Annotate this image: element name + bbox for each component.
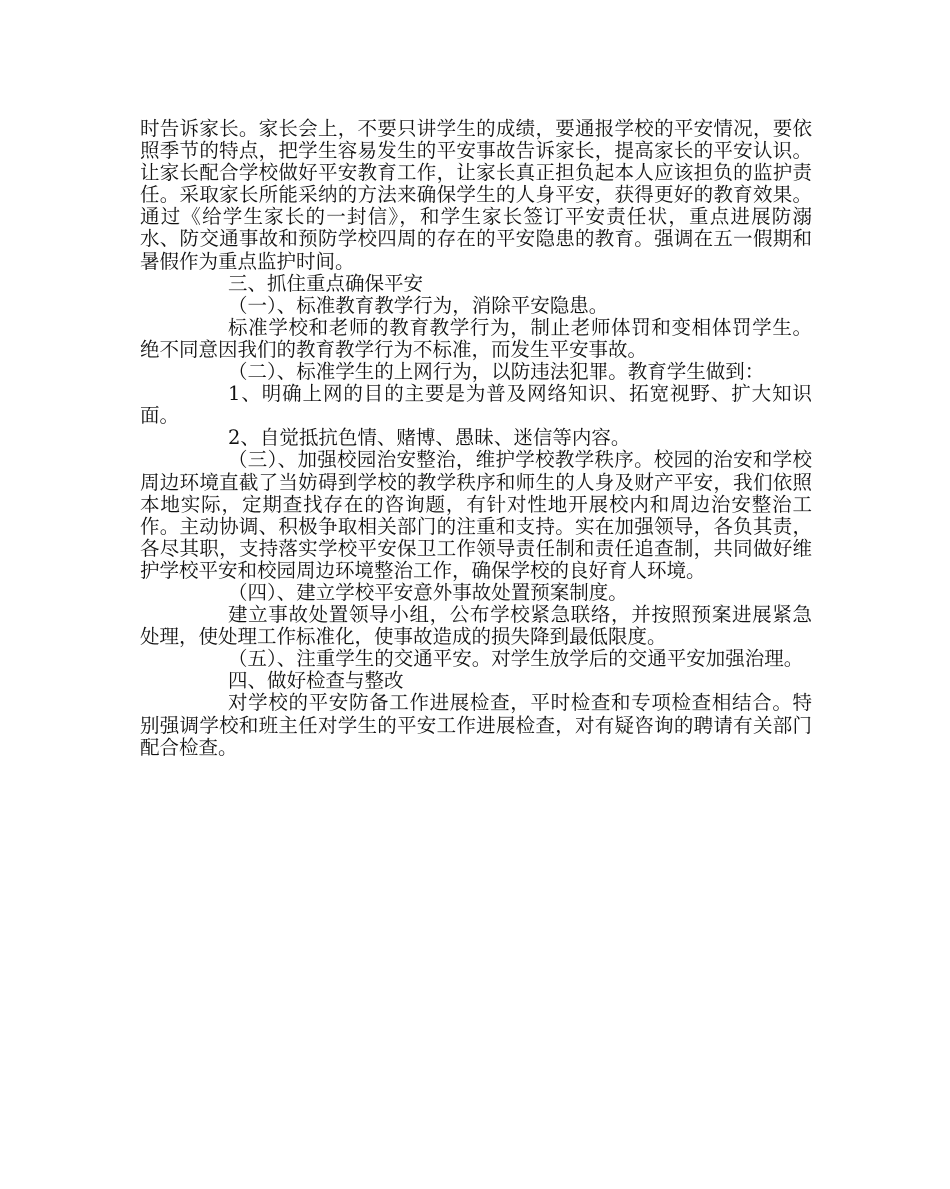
document-body (140, 118, 812, 759)
subsection-paragraph-5: （五）、注重学生的交通平安。对学生放学后的交通平安加强治理。 (228, 647, 804, 671)
paragraph-continuation: 时告诉家长。家长会上，不要只讲学生的成绩，要通报学校的平安情况，要依照季节的特点，把学生容易发生的平安事故告诉家长，提高家长的平安认识。让家长配合学校做好平安教育工作，让家长真正担负起本人应该担负的监护责任。采取家长所能采纳的方法来确保学生的人身平安，获得更好的教育效果。通过《给学生家长的一封信》，和学生家长签订平安责任状，重点进展防溺水、防交通事故和预防学校四周的存在的平安隐患的教育。强调在五一假期和暑假作为重点监护时间。 (140, 117, 812, 273)
paragraph-emergency-plan: 建立事故处置领导小组，公布学校紧急联络，并按照预案进展紧急处理，使处理工作标准化，使事故造成的损失降到最低限度。 (140, 603, 812, 649)
section-heading-3: 三、抓住重点确保平安 (228, 271, 424, 295)
paragraph-teaching-behavior: 标准学校和老师的教育教学行为，制止老师体罚和变相体罚学生。绝不同意因我们的教育教学行为不标准，而发生平安事故。 (140, 315, 812, 361)
section-heading-4: 四、做好检查与整改 (228, 669, 404, 693)
list-item-1: 1、明确上网的目的主要是为普及网络知识、拓宽视野、扩大知识面。 (140, 382, 812, 428)
list-item-2: 2、自觉抵抗色情、赌博、愚昧、迷信等内容。 (228, 426, 631, 450)
subsection-heading-2: （二）、标准学生的上网行为，以防违法犯罪。教育学生做到： (228, 360, 765, 384)
subsection-paragraph-3: （三）、加强校园治安整治，维护学校教学秩序。校园的治安和学校周边环境直截了当妨碍到学校的教学秩序和师生的人身及财产平安，我们依照本地实际，定期查找存在的咨询题，有针对性地开展校内和周边治安整治工作。主动协调、积极争取相关部门的注重和支持。实在加强领导，各负其责，各尽其职，支持落实学校平安保卫工作领导责任制和责任追查制，共同做好维护学校平安和校园周边环境整治工作，确保学校的良好育人环境。 (140, 448, 812, 582)
subsection-heading-1: （一）、标准教育教学行为，消除平安隐患。 (228, 293, 609, 317)
paragraph-inspection: 对学校的平安防备工作进展检查，平时检查和专项检查相结合。特别强调学校和班主任对学生的平安工作进展检查，对有疑咨询的聘请有关部门配合检查。 (140, 691, 812, 759)
subsection-heading-4: （四）、建立学校平安意外事故处置预案制度。 (228, 580, 628, 604)
